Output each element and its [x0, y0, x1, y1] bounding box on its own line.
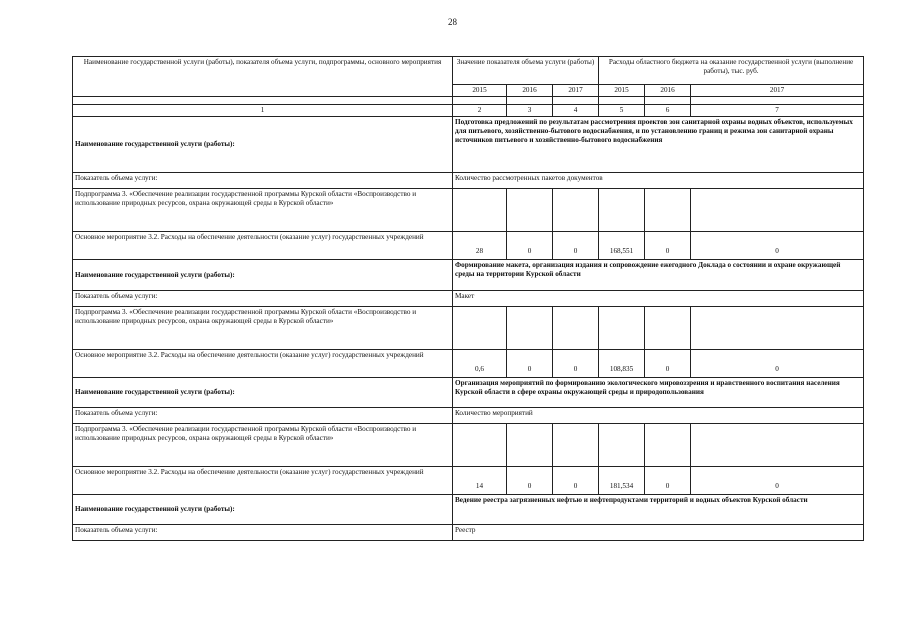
service-description: Ведение реестра загрязненных нефтью и нефтепродуктами территорий и водных объектов Курской области [453, 495, 864, 525]
service-name-label: Наименование государственной услуги (работы): [73, 378, 453, 408]
volume-indicator-label: Показатель объема услуги: [73, 525, 453, 541]
volume-indicator-value: Макет [453, 291, 864, 307]
value-cell: 0 [507, 467, 553, 495]
year-cell: 2015 [599, 85, 645, 97]
volume-indicator-label: Показатель объема услуги: [73, 291, 453, 307]
main-event-label: Основное мероприятие 3.2. Расходы на обеспечение деятельности (оказание услуг) государственных учреждений [73, 350, 453, 378]
main-event-label: Основное мероприятие 3.2. Расходы на обеспечение деятельности (оказание услуг) государственных учреждений [73, 232, 453, 260]
value-cell: 0 [553, 350, 599, 378]
value-cell: 0 [691, 467, 864, 495]
value-cell: 0,6 [453, 350, 507, 378]
service-name-label: Наименование государственной услуги (работы): [73, 260, 453, 291]
table-header-row [73, 57, 864, 85]
value-cell: 28 [453, 232, 507, 260]
year-cell: 2016 [645, 85, 691, 97]
service-name-label: Наименование государственной услуги (работы): [73, 495, 453, 525]
value-cell: 0 [691, 350, 864, 378]
volume-indicator-row [73, 291, 864, 307]
volume-indicator-label: Показатель объема услуги: [73, 173, 453, 189]
subprogram-label: Подпрограмма 3. «Обеспечение реализации государственной программы Курской области «Воспроизводство и использование природных ресурсов, охрана окружающей среды в Курской области» [73, 307, 453, 350]
main-event-row [73, 232, 864, 260]
header-name-cell: Наименование государственной услуги (работы), показателя объема услуги, подпрограммы, основного мероприятия [73, 57, 453, 97]
value-cell: 14 [453, 467, 507, 495]
year-cell: 2016 [507, 85, 553, 97]
year-cell: 2015 [453, 85, 507, 97]
year-cell: 2017 [553, 85, 599, 97]
col-number-cell: 2 [453, 105, 507, 117]
col-number-cell: 5 [599, 105, 645, 117]
header-budget-cell: Расходы областного бюджета на оказание государственной услуги (выполнение работы), тыс. руб. [599, 57, 864, 85]
value-cell: 0 [691, 232, 864, 260]
col-number-cell: 3 [507, 105, 553, 117]
col-number-cell: 7 [691, 105, 864, 117]
value-cell: 168,551 [599, 232, 645, 260]
value-cell: 0 [507, 232, 553, 260]
service-description: Подготовка предложений по результатам рассмотрения проектов зон санитарной охраны водных объектов, используемых для питьевого, хозяйственно-бытового водоснабжения, и по установлению границ и режима зон санитарной охраны источников питьевого и хозяйственно-бытового водоснабжения [453, 117, 864, 173]
main-event-label: Основное мероприятие 3.2. Расходы на обеспечение деятельности (оказание услуг) государственных учреждений [73, 467, 453, 495]
volume-indicator-row [73, 408, 864, 424]
col-number-cell: 1 [73, 105, 453, 117]
subprogram-row [73, 189, 864, 232]
value-cell: 0 [645, 350, 691, 378]
volume-indicator-value: Количество рассмотренных пакетов документов [453, 173, 864, 189]
main-event-row [73, 350, 864, 378]
page-number: 28 [448, 17, 457, 27]
service-description: Формирование макета, организация издания и сопровождение ежегодного Доклада о состоянии и охране окружающей среды на территории Курской области [453, 260, 864, 291]
subprogram-label: Подпрограмма 3. «Обеспечение реализации государственной программы Курской области «Воспроизводство и использование природных ресурсов, охрана окружающей среды в Курской области» [73, 424, 453, 467]
volume-indicator-row [73, 173, 864, 189]
service-name-row [73, 495, 864, 525]
volume-indicator-label: Показатель объема услуги: [73, 408, 453, 424]
col-number-cell: 4 [553, 105, 599, 117]
volume-indicator-value: Количество мероприятий [453, 408, 864, 424]
volume-indicator-row [73, 525, 864, 541]
value-cell: 0 [553, 232, 599, 260]
col-number-cell: 6 [645, 105, 691, 117]
service-name-row [73, 378, 864, 408]
header-volume-cell: Значение показателя объема услуги (работы) [453, 57, 599, 85]
value-cell: 0 [553, 467, 599, 495]
volume-indicator-value: Реестр [453, 525, 864, 541]
services-table [72, 56, 864, 541]
service-name-row [73, 260, 864, 291]
service-name-label: Наименование государственной услуги (работы): [73, 117, 453, 173]
main-event-row [73, 467, 864, 495]
subprogram-row [73, 424, 864, 467]
subprogram-label: Подпрограмма 3. «Обеспечение реализации государственной программы Курской области «Воспроизводство и использование природных ресурсов, охрана окружающей среды в Курской области» [73, 189, 453, 232]
service-description: Организация мероприятий по формированию экологического мировоззрения и нравственного воспитания населения Курской области в сфере охраны окружающей среды и природопользования [453, 378, 864, 408]
subprogram-row [73, 307, 864, 350]
value-cell: 181,534 [599, 467, 645, 495]
year-cell: 2017 [691, 85, 864, 97]
service-name-row [73, 117, 864, 173]
value-cell: 108,835 [599, 350, 645, 378]
table-colnum-row [73, 105, 864, 117]
value-cell: 0 [645, 232, 691, 260]
value-cell: 0 [507, 350, 553, 378]
value-cell: 0 [645, 467, 691, 495]
